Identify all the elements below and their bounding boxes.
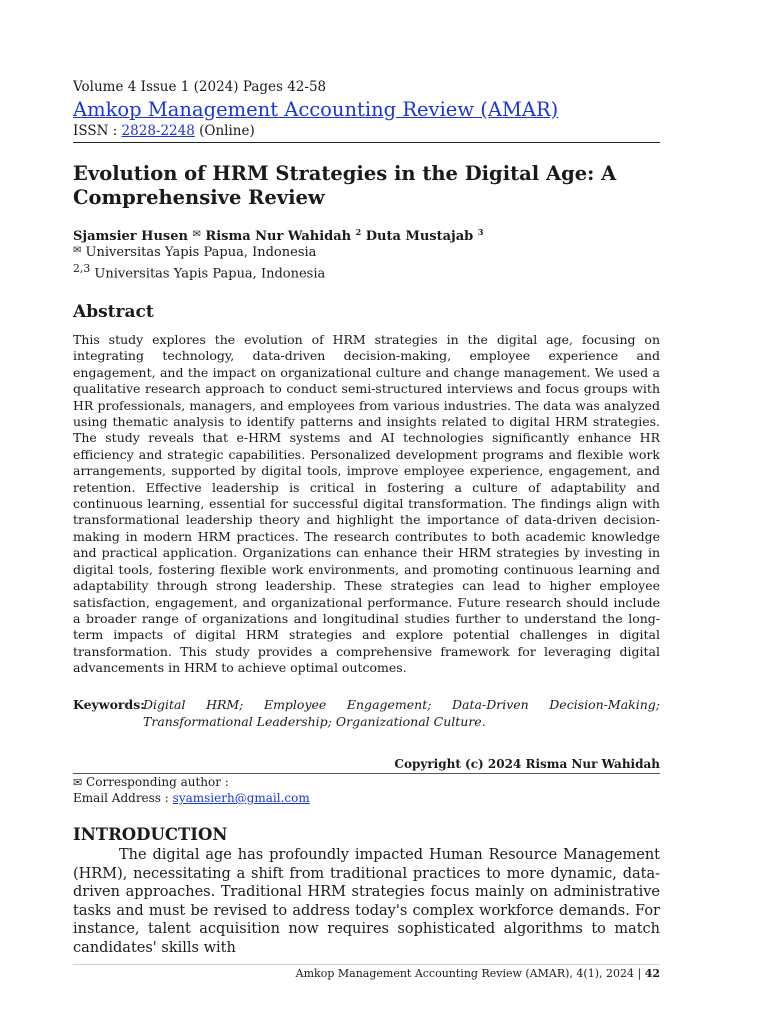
issn-suffix: (Online): [199, 123, 255, 139]
envelope-icon: ✉: [73, 245, 82, 256]
author-mark: 2: [355, 227, 362, 237]
author-list: [73, 227, 483, 244]
header-divider: [73, 142, 660, 143]
footer-divider: [73, 964, 660, 965]
copyright-notice: Copyright (c) 2024 Risma Nur Wahidah: [394, 757, 660, 771]
author-name: Risma Nur Wahidah: [205, 229, 352, 244]
journal-name-link[interactable]: Amkop Management Accounting Review (AMAR): [73, 98, 559, 121]
issn-label: ISSN :: [73, 123, 118, 139]
footer-citation: Amkop Management Accounting Review (AMAR), 4(1), 2024 |: [295, 967, 642, 980]
volume-line: Volume 4 Issue 1 (2024) Pages 42-58: [73, 79, 327, 95]
affiliation-mark: 2,3: [73, 262, 91, 275]
keywords-text: Digital HRM; Employee Engagement; Data-Driven Decision-Making; Transformational Leadership; Organizational Culture.: [143, 697, 660, 729]
keywords-label: Keywords:: [73, 697, 145, 712]
issn-link[interactable]: 2828-2248: [121, 123, 195, 139]
author-name: Sjamsier Husen: [73, 229, 188, 244]
copyright-divider: [73, 773, 660, 774]
email-line: [73, 791, 310, 805]
introduction-heading: INTRODUCTION: [73, 825, 228, 844]
introduction-body: The digital age has profoundly impacted Human Resource Management (HRM), necessitating a shift from traditional practices to more dynamic, data-driven approaches. Traditional HRM strategies focus mainly on administrative tasks and must be revised to address today's complex workforce demands. For instance, talent acquisition now requires sophisticated algorithms to match candidates' skills with: [73, 847, 660, 956]
envelope-icon: ✉: [192, 229, 201, 240]
email-link[interactable]: syamsierh@gmail.com: [172, 791, 310, 805]
page-number: 42: [644, 967, 660, 980]
author-mark: 3: [477, 227, 484, 237]
corresponding-author: [73, 775, 229, 789]
issn-line: [73, 123, 255, 139]
affiliation-text: Universitas Yapis Papua, Indonesia: [85, 245, 317, 260]
abstract-heading: Abstract: [73, 302, 154, 322]
article-title: Evolution of HRM Strategies in the Digital Age: A Comprehensive Review: [73, 162, 617, 209]
abstract-body: This study explores the evolution of HRM strategies in the digital age, focusing on integrating technology, data-driven decision-making, employee experience and engagement, and the impact on organizational culture and change management. We used a qualitative research approach to conduct semi-structured interviews and focus groups with HR professionals, managers, and employees from various industries. The data was analyzed using thematic analysis to identify patterns and insights related to digital HRM strategies. The study reveals that e-HRM systems and AI technologies significantly enhance HR efficiency and strategic capabilities. Personalized development programs and flexible work arrangements, supported by digital tools, improve employee experience, engagement, and retention. Effective leadership is critical in fostering a culture of adaptability and continuous learning, essential for successful digital transformation. The findings align with transformational leadership theory and highlight the importance of data-driven decision-making in modern HRM practices. The research contributes to both academic knowledge and practical application. Organizations can enhance their HRM strategies by investing in digital tools, fostering flexible work environments, and promoting continuous learning and adaptability through strong leadership. These strategies can lead to higher employee satisfaction, engagement, and organizational performance. Future research should include a broader range of organizations and longitudinal studies further to understand the long-term impacts of digital HRM strategies and explore potential challenges in digital transformation. This study provides a comprehensive framework for leveraging digital advancements in HRM to achieve optimal outcomes.: [73, 332, 660, 676]
page-footer: [296, 967, 660, 980]
affiliation-1: [73, 245, 316, 260]
affiliation-2: [73, 262, 325, 281]
author-name: Duta Mustajab: [365, 229, 474, 244]
envelope-icon: ✉: [73, 776, 83, 789]
corresponding-label: Corresponding author :: [86, 775, 229, 789]
affiliation-text: Universitas Yapis Papua, Indonesia: [94, 266, 326, 282]
email-label: Email Address :: [73, 791, 169, 805]
keywords-block: [73, 696, 660, 730]
